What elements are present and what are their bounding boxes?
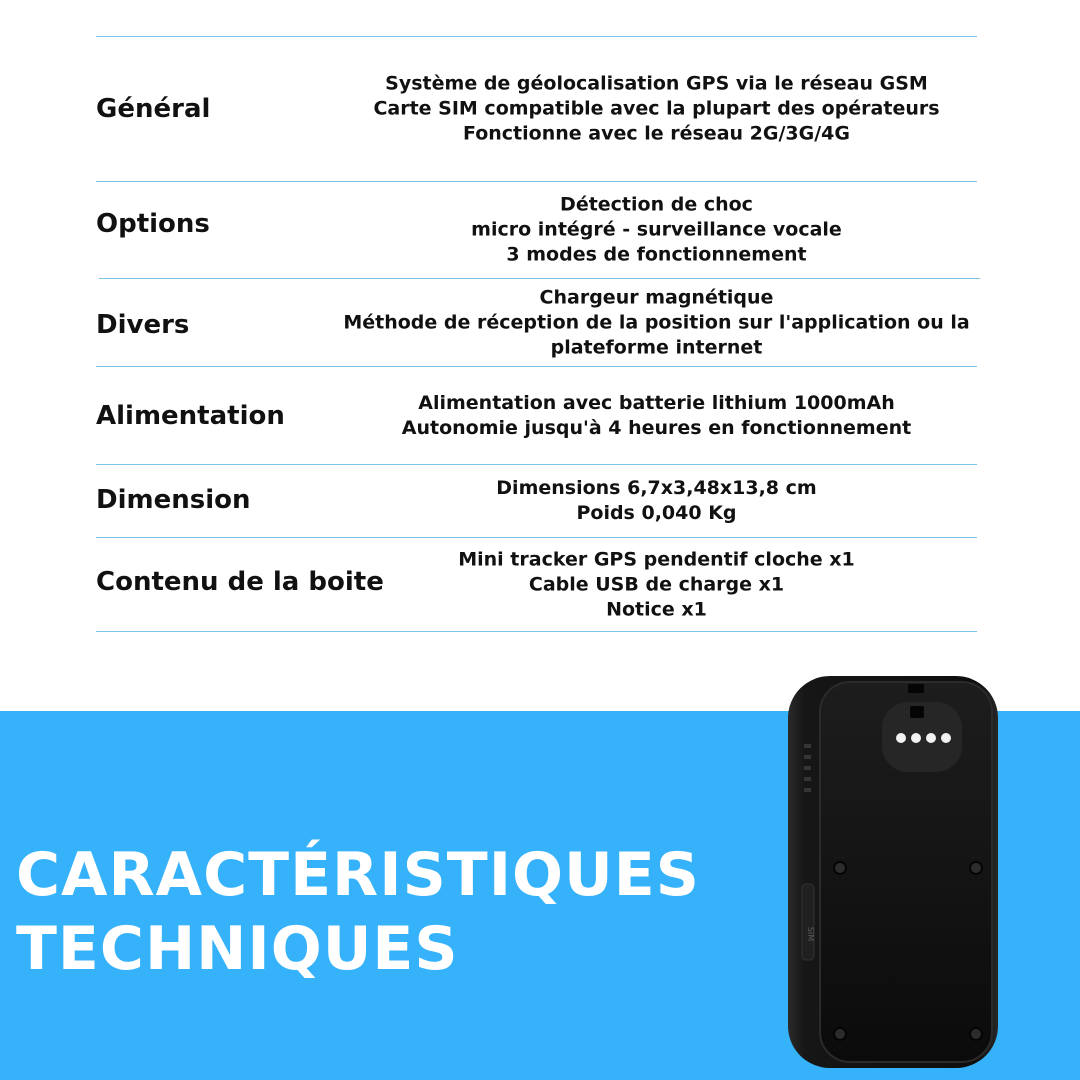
- spec-label: Alimentation: [96, 400, 285, 431]
- spec-values: [336, 193, 977, 268]
- page-title-line: CARACTÉRISTIQUES: [16, 840, 700, 910]
- spec-value-line: micro intégré - surveillance vocale: [471, 218, 842, 241]
- spec-value-line: Cable USB de charge x1: [528, 573, 785, 595]
- page-title-line: TECHNIQUES: [16, 914, 459, 984]
- spec-value-line: Chargeur magnétique: [539, 286, 774, 308]
- spec-value-line: Système de géolocalisation GPS via le réseau GSM: [385, 72, 928, 95]
- spec-values: [336, 547, 977, 622]
- spec-values: [336, 285, 977, 360]
- spec-value-line: Alimentation avec batterie lithium 1000mAh: [418, 391, 895, 414]
- spec-row-general: [96, 37, 977, 181]
- spec-value-line: plateforme internet: [550, 336, 763, 358]
- divider: [96, 631, 977, 632]
- charging-panel-slot: [910, 706, 924, 718]
- page-title: [16, 838, 700, 986]
- spec-value-line: Fonctionne avec le réseau 2G/3G/4G: [463, 122, 850, 145]
- spec-row-contenu: [96, 538, 977, 631]
- spec-row-alimentation: [96, 367, 977, 464]
- spec-label: Options: [96, 209, 210, 240]
- spec-value-line: Dimensions 6,7x3,48x13,8 cm: [496, 477, 817, 499]
- spec-values: [336, 476, 977, 526]
- spec-label: Contenu de la boite: [96, 566, 384, 597]
- spec-label: Dimension: [96, 484, 251, 515]
- spec-label: Divers: [96, 310, 190, 341]
- gps-tracker-image: [780, 672, 1000, 1072]
- spec-value-line: 3 modes de fonctionnement: [506, 243, 807, 266]
- spec-label: Général: [96, 94, 211, 124]
- spec-row-dimension: [96, 465, 977, 537]
- spec-value-line: Méthode de réception de la position sur l'application ou la: [343, 311, 970, 333]
- spec-value-line: Autonomie jusqu'à 4 heures en fonctionnement: [401, 416, 912, 439]
- sim-slot: [802, 884, 814, 960]
- spec-value-line: Notice x1: [606, 598, 707, 620]
- sim-label: SIM: [806, 926, 815, 942]
- spec-row-divers: [96, 279, 977, 366]
- spec-values: [336, 72, 977, 147]
- device-top-slot: [908, 684, 924, 693]
- spec-row-options: [96, 182, 977, 278]
- spec-value-line: Poids 0,040 Kg: [576, 502, 737, 524]
- spec-value-line: Carte SIM compatible avec la plupart des opérateurs: [373, 97, 940, 120]
- spec-values: [336, 391, 977, 441]
- spec-value-line: Détection de choc: [560, 193, 753, 216]
- spec-value-line: Mini tracker GPS pendentif cloche x1: [458, 548, 855, 570]
